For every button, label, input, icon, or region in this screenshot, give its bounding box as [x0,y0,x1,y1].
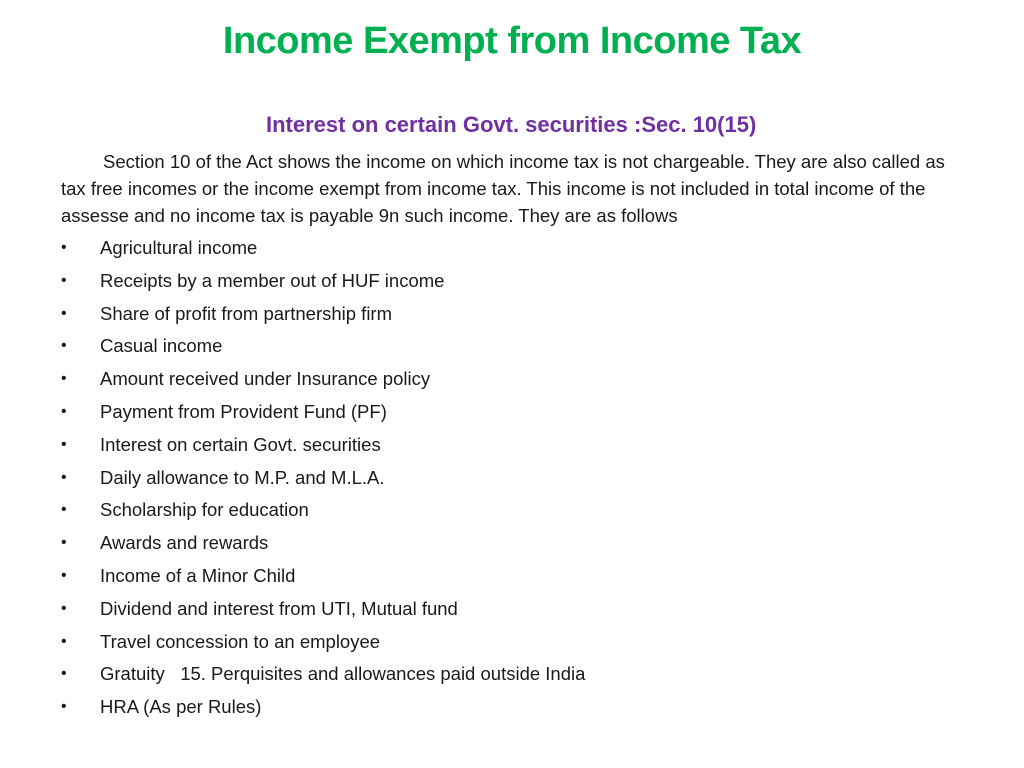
bullet-icon: • [61,632,67,650]
list-item-text: Gratuity 15. Perquisites and allowances paid outside India [100,663,586,685]
list-item-text: Payment from Provident Fund (PF) [100,400,387,422]
list-item-text: Scholarship for education [100,499,309,521]
list-item-text: Agricultural income [100,237,258,258]
list-item-text: Share of profit from partnership firm [100,302,392,324]
page-title: Income Exempt from Income Tax [222,20,802,62]
bullet-icon: • [61,304,67,322]
bullet-icon: • [61,271,67,289]
list-item-text: Interest on certain Govt. securities [100,433,381,455]
list-item-text: Dividend and interest from UTI, Mutual fund [100,597,458,619]
bullet-icon: • [61,337,67,355]
bullet-icon: • [61,698,67,716]
list-item-text: Awards and rewards [100,532,269,554]
bullet-icon: • [61,501,67,519]
section-subtitle: Interest on certain Govt. securities :Sec. 10(15) [266,112,757,137]
intro-paragraph: Section 10 of the Act shows the income on which income tax is not chargeable. They are also called as tax free incomes or the income exempt from income tax. This income is not included in total income of the assesse and no income tax is payable 9n such income. They are as follows [61,151,945,226]
list-item-text: Receipts by a member out of HUF income [100,269,445,291]
bullet-icon: • [61,239,67,256]
list-item-text: Travel concession to an employee [100,630,381,652]
list-item-text: Daily allowance to M.P. and M.L.A. [100,466,385,488]
bullet-icon: • [61,402,67,420]
bullet-icon: • [61,370,67,388]
bullet-icon: • [61,468,67,486]
list-item-text: Amount received under Insurance policy [100,368,431,390]
bullet-icon: • [61,665,67,683]
list-item-text: HRA (As per Rules) [100,696,262,718]
bullet-icon: • [61,534,67,552]
bullet-icon: • [61,599,67,617]
bullet-icon: • [61,566,67,584]
bullet-icon: • [61,435,67,453]
list-item-text: Income of a Minor Child [100,564,296,586]
list-item-text: Casual income [100,335,223,357]
